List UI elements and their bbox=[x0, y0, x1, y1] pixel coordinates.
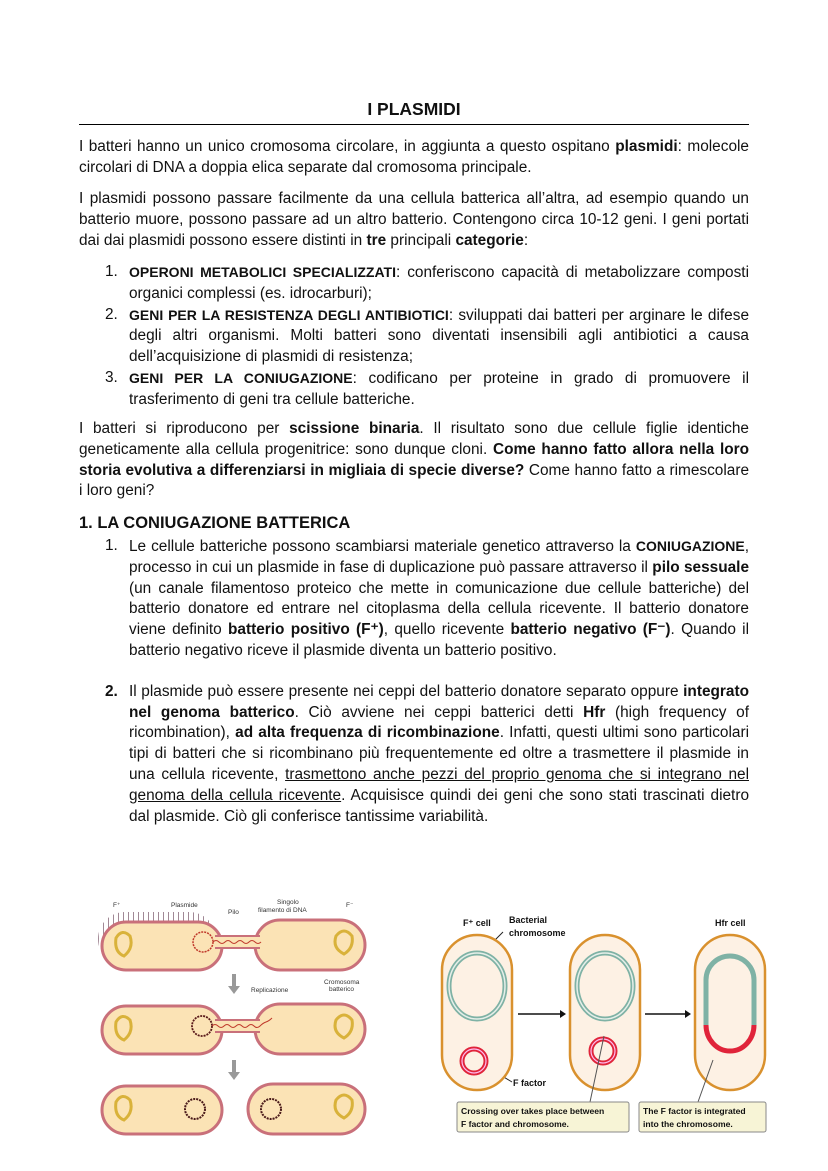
text-run: , processo in cui un plasmide in fase di duplicazione può passare attraverso il bbox=[129, 538, 749, 576]
emphasis-text: ad alta frequenza di ricombinazione bbox=[235, 724, 500, 742]
text-run: : conferiscono capacità di metabolizzare composti organici complessi (es. idrocarburi); bbox=[129, 264, 749, 302]
emphasis-text: batterio positivo (F⁺) bbox=[228, 621, 384, 639]
text-run: I batteri hanno un unico cromosoma circolare, in aggiunta a questo ospitano bbox=[79, 138, 616, 155]
list-item bbox=[79, 305, 749, 368]
label-pilo: Pilo bbox=[228, 909, 239, 916]
text-run: : codificano per proteine in grado di promuovere il trasferimento di geni tra cellule batteriche. bbox=[129, 369, 750, 408]
reproduction-paragraph bbox=[79, 419, 749, 502]
emphasis-text: tre bbox=[366, 231, 387, 249]
text-run: principali bbox=[386, 231, 456, 249]
list-item-text bbox=[129, 370, 749, 408]
bacteria-row-1 bbox=[98, 912, 365, 970]
list-item bbox=[79, 682, 749, 828]
list-item bbox=[79, 368, 749, 411]
label-batterico: batterico bbox=[329, 986, 354, 993]
text-run: I plasmidi possono passare facilmente da una cellula batterica all’altra, ad esempio quando un batterio muore, possono passare ad un altro batterio. Contengono circa 10-12 geni. I geni portati dai dai plasmidi possono essere distinti in bbox=[79, 190, 749, 249]
emphasis-text: Hfr bbox=[583, 703, 606, 721]
caption-crossing-over-1: Crossing over takes place between bbox=[461, 1106, 605, 1116]
emphasis-text: pilo sessuale bbox=[652, 558, 750, 576]
emphasis-text: batterio negativo (F⁻) bbox=[510, 621, 671, 639]
list-number: 1. bbox=[105, 537, 118, 554]
text-run: Le cellule batteriche possono scambiarsi materiale genetico attraverso la bbox=[129, 538, 636, 555]
label-cromosoma: Cromosoma bbox=[324, 979, 360, 986]
arrow-down-icon bbox=[228, 1060, 240, 1080]
plasmid-paragraph bbox=[79, 189, 749, 251]
text-run: . Acquisisce quindi dei geni che sono stati trascinati dietro dal plasmide. Ciò gli conferisce tantissime variabilità. bbox=[129, 786, 750, 825]
label-bacterial: Bacterial bbox=[509, 915, 548, 925]
emphasis-text: plasmidi bbox=[615, 138, 678, 155]
label-hfr-cell: Hfr cell bbox=[715, 918, 746, 928]
text-run: (high frequency of ricombination), bbox=[129, 703, 749, 742]
label-replicazione: Replicazione bbox=[251, 987, 289, 994]
section-list bbox=[79, 536, 749, 827]
emphasis-text: GENI PER LA RESISTENZA DEGLI ANTIBIOTICI bbox=[129, 306, 449, 323]
text-run: . Quando il batterio negativo riceve il plasmide diventa un batterio positivo. bbox=[129, 621, 750, 659]
label-chromosome: chromosome bbox=[509, 928, 566, 938]
emphasis-text: scissione binaria bbox=[289, 420, 420, 437]
bacteria-row-2 bbox=[102, 1004, 365, 1054]
intro-paragraph bbox=[79, 137, 749, 179]
bacteria-row-3 bbox=[102, 1084, 365, 1134]
emphasis-text: CONIUGAZIONE bbox=[635, 538, 745, 554]
list-item-text bbox=[129, 683, 749, 825]
list-number: 1. bbox=[105, 263, 118, 280]
label-fplus-cell: F⁺ cell bbox=[463, 918, 491, 928]
list-item bbox=[79, 262, 749, 305]
list-number: 2. bbox=[105, 305, 118, 323]
text-run: . Ciò avviene nei ceppi batterici detti bbox=[294, 703, 584, 721]
label-f-factor: F factor bbox=[513, 1078, 547, 1088]
conjugation-figure bbox=[80, 880, 420, 1150]
text-run: Il plasmide può essere presente nei ceppi del batterio donatore separato oppure bbox=[129, 682, 684, 700]
caption-crossing-over-2: F factor and chromosome. bbox=[461, 1119, 569, 1129]
list-item bbox=[79, 536, 749, 662]
categories-list bbox=[79, 262, 749, 411]
label-f-minus: F⁻ bbox=[346, 902, 354, 909]
label-plasmide: Plasmide bbox=[171, 902, 198, 909]
caption-integrated-1: The F factor is integrated bbox=[643, 1106, 746, 1116]
text-run: . Il risultato sono due cellule figlie identiche geneticamente alla cellula progenitrice: sono dunque cloni. bbox=[79, 420, 749, 458]
title-underline bbox=[79, 124, 749, 125]
emphasis-text: integrato nel genoma batterico bbox=[129, 682, 749, 721]
list-item-text bbox=[129, 307, 749, 366]
text-run: (un canale filamentoso proteico che mette in comunicazione due cellule batteriche) del batterio donatore ed entrare nel citoplasma della cellula ricevente. Il batterio donatore viene definito bbox=[129, 579, 749, 639]
list-item-text bbox=[129, 264, 749, 302]
emphasis-text: Come hanno fatto allora nella loro storia evolutiva a differenziarsi in migliaia di specie diverse? bbox=[79, 440, 750, 479]
emphasis-text: trasmettono anche pezzi del proprio genoma che si integrano nel genoma della cellula ricevente bbox=[129, 765, 749, 804]
text-run: : sviluppati dai batteri per arginare le difese degli altri organismi. Molti batteri sono diventati insensibili agli antibiotici a causa dell’acquisizione di plasmidi di resistenza; bbox=[129, 306, 749, 366]
text-run: , quello ricevente bbox=[383, 621, 511, 639]
list-number: 2. bbox=[105, 682, 118, 700]
emphasis-text: GENI PER LA CONIUGAZIONE bbox=[129, 369, 353, 386]
section-heading: 1. LA CONIUGAZIONE BATTERICA bbox=[79, 514, 351, 532]
text-run: : bbox=[523, 231, 529, 249]
text-run: . Infatti, questi ultimi sono particolari tipi di batteri che si ricombinano più frequentemente ed oltre a trasmettere il plasmide in una cellula ricevente, bbox=[129, 724, 749, 783]
label-f-plus: F⁺ bbox=[113, 902, 121, 909]
emphasis-text: categorie bbox=[455, 231, 524, 249]
text-run: : molecole circolari di DNA a doppia elica separate dal cromosoma principale. bbox=[79, 138, 749, 176]
text-run: I batteri si riproducono per bbox=[79, 420, 290, 437]
label-filamento: filamento di DNA bbox=[258, 907, 307, 914]
list-item-text bbox=[129, 538, 749, 659]
page-title: I PLASMIDI bbox=[367, 99, 461, 119]
caption-integrated-2: into the chromosome. bbox=[643, 1119, 733, 1129]
arrow-down-icon bbox=[228, 974, 240, 994]
list-number: 3. bbox=[105, 368, 118, 386]
text-run: Come hanno fatto a rimescolare i loro geni? bbox=[79, 461, 750, 500]
emphasis-text: OPERONI METABOLICI SPECIALIZZATI bbox=[129, 264, 396, 280]
hfr-figure bbox=[430, 890, 780, 1140]
label-singolo: Singolo bbox=[277, 899, 299, 906]
